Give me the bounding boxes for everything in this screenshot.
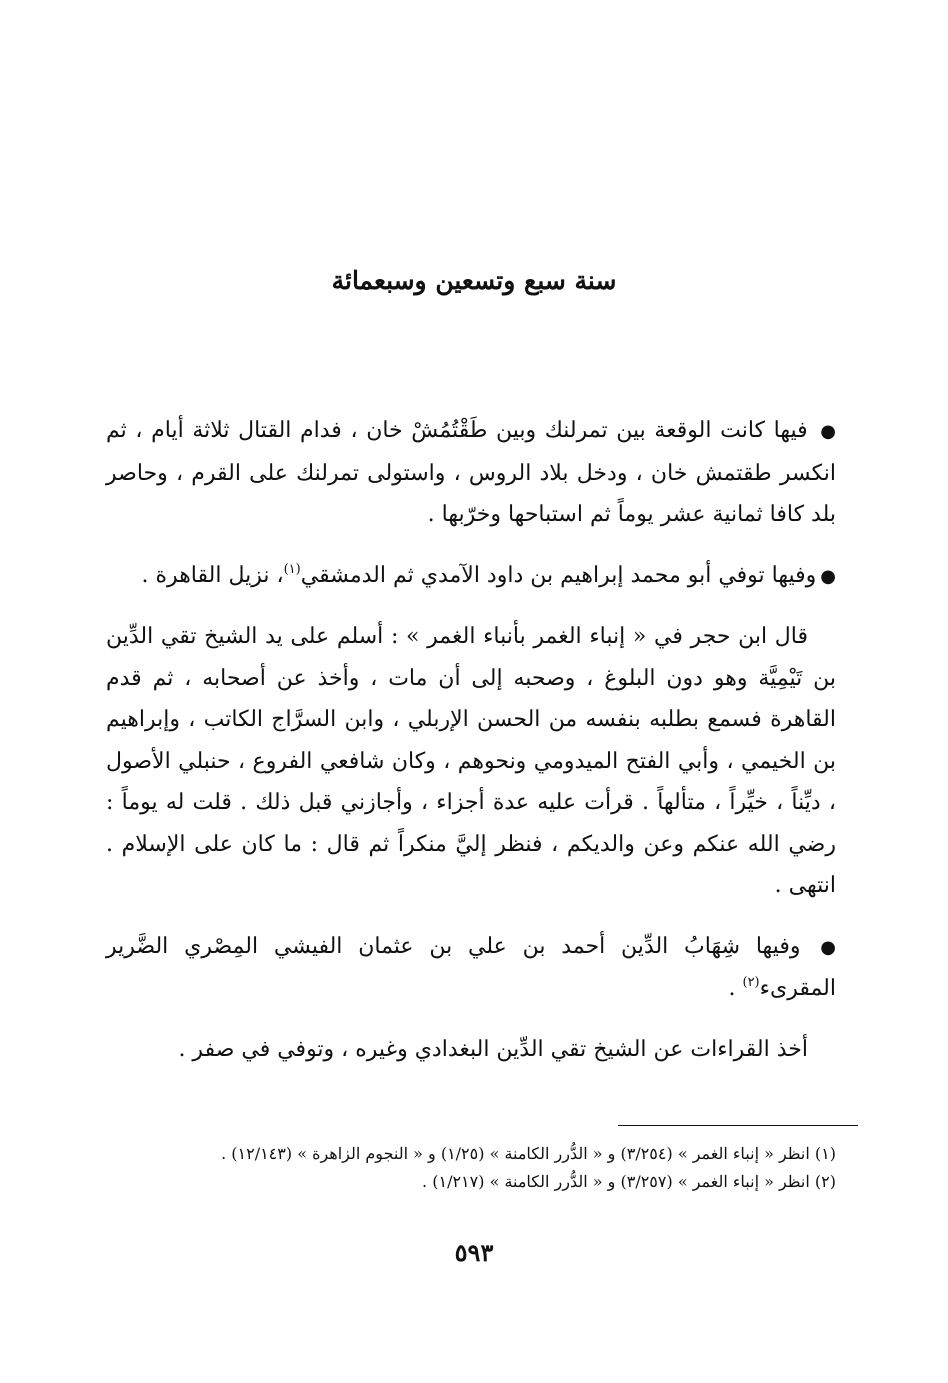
paragraph-5	[106, 1029, 836, 1071]
bullet-icon: ●	[820, 565, 836, 587]
footnote-separator	[618, 1125, 858, 1126]
paragraph-2-text-b: ، نزيل القاهرة .	[141, 562, 284, 588]
paragraph-3-text: قال ابن حجر في « إنباء الغمر بأنباء الغمر » : أسلم على يد الشيخ تقي الدِّين بن تَيْمِيَّة وهو دون البلوغ ، وصحبه إلى أن مات ، وأخذ عن أصحابه ، ثم قدم القاهرة فسمع بطلبه بنفسه من الحسن الإربلي ، وابن السرَّاج الكاتب ، وإبراهيم بن الخيمي ، وأبي الفتح الميدومي ونحوهم ، وكان شافعي الفروع ، حنبلي الأصول ، ديِّناً ، خيِّراً ، متألهاً . قرأت عليه عدة أجزاء ، وأجازني قبل ذلك . قلت له يوماً : رضي الله عنكم وعن والديكم ، فنظر إليَّ منكراً ثم قال : ما كان على الإسلام . انتهى .	[106, 624, 836, 898]
footnote-marker-1: (١)	[283, 561, 301, 577]
footnotes	[110, 1140, 836, 1196]
footnote-marker-2: (٢)	[742, 975, 760, 990]
paragraph-2-text-a: وفيها توفي أبو محمد إبراهيم بن داود الآمدي ثم الدمشقي	[300, 562, 817, 588]
footnote-2: (٢) انظر « إنباء الغمر » (٣/٢٥٧) و « الدُّرر الكامنة » (١/٢١٧) .	[422, 1172, 836, 1191]
paragraph-4-text-b: .	[728, 976, 736, 1001]
paragraph-1	[106, 410, 836, 536]
page-number: ٥٩٣	[454, 1238, 494, 1267]
footnote-1: (١) انظر « إنباء الغمر » (٣/٢٥٤) و « الدُّرر الكامنة » (١/٢٥) و « النجوم الزاهرة » (١٢/١٤٣) .	[221, 1144, 836, 1163]
chapter-heading: سنة سبع وتسعين وسبعمائة	[331, 266, 617, 295]
bullet-icon: ●	[820, 936, 836, 958]
paragraph-1-text: فيها كانت الوقعة بين تمرلنك وبين طَقْتُمُشْ خان ، فدام القتال ثلاثة أيام ، ثم انكسر طقتمش خان ، ودخل بلاد الروس ، واستولى تمرلنك على القرم ، وحاصر بلد كافا ثمانية عشر يوماً ثم استباحها وخرّبها .	[106, 418, 836, 527]
bullet-icon: ●	[820, 421, 836, 442]
paragraph-4-text-a: وفيها شِهَابُ الدِّين أحمد بن علي بن عثمان الفيشي المِصْري الضَّرير المقرىء	[106, 933, 836, 1001]
paragraph-2	[106, 555, 836, 598]
paragraph-4	[106, 926, 836, 1010]
paragraph-5-text: أخذ القراءات عن الشيخ تقي الدِّين البغدادي وغيره ، وتوفي في صفر .	[178, 1036, 808, 1062]
main-text	[106, 410, 836, 1089]
paragraph-3	[106, 616, 836, 907]
